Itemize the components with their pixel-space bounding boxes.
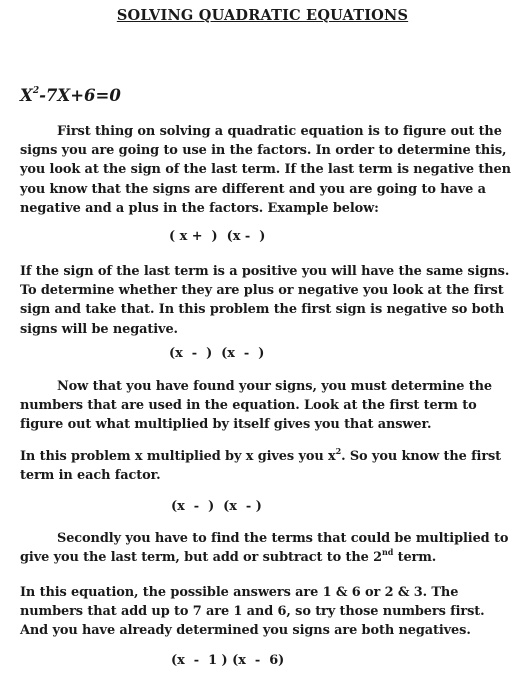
paragraph-last-term [20, 529, 515, 567]
first-term-superscript: 2 [335, 446, 342, 456]
factor-final-answer: (x - 1 ) (x - 6) [171, 653, 285, 668]
first-term-text: In this problem x multiplied by x gives you x [20, 449, 336, 464]
paragraph-signs-intro: First thing on solving a quadratic equation is to figure out the signs you are going to use in the factors. In order to determine this, you look at the sign of the last term. If the last term is negative then you know that the signs are different and you are going to have a negative and a plus in the factors. Example below: [20, 124, 511, 216]
last-term-text: Secondly you have to find the terms that could be multiplied to give you the last term, but add or subtract to the 2 [20, 531, 509, 566]
paragraph-possible-answers: In this equation, the possible answers are 1 & 6 or 2 & 3. The numbers that add up to 7 are 1 and 6, so try those numbers first. And you have already determined you signs are both negatives. [20, 585, 485, 639]
paragraph-find-numbers: Now that you have found your signs, you must determine the numbers that are used in the equation. Look at the first term to figure out what multiplied by itself gives you that answer. [20, 379, 492, 433]
equation-exponent: 2 [32, 86, 40, 96]
last-term-text-end: term. [393, 550, 437, 566]
paragraph-first-term [20, 447, 515, 485]
factor-example-mixed-signs: ( x + ) (x - ) [169, 229, 266, 244]
paragraph-same-signs: If the sign of the last term is a positive you will have the same signs. To determine whether they are plus or negative you look at the first sign and take that. In this problem the first sign is negative so both signs will be negative. [20, 264, 510, 337]
equation-rest: -7X+6=0 [39, 86, 121, 105]
factor-example-negative-signs: (x - ) (x - ) [169, 346, 265, 361]
factor-example-first-terms: (x - ) (x - ) [171, 499, 262, 514]
equation-base: X [20, 86, 33, 105]
last-term-superscript: nd [382, 547, 394, 558]
quadratic-equation [20, 86, 121, 105]
first-term-text-end: . So you know the first term in each factor. [20, 449, 502, 484]
page-title: SOLVING QUADRATIC EQUATIONS [116, 7, 409, 24]
